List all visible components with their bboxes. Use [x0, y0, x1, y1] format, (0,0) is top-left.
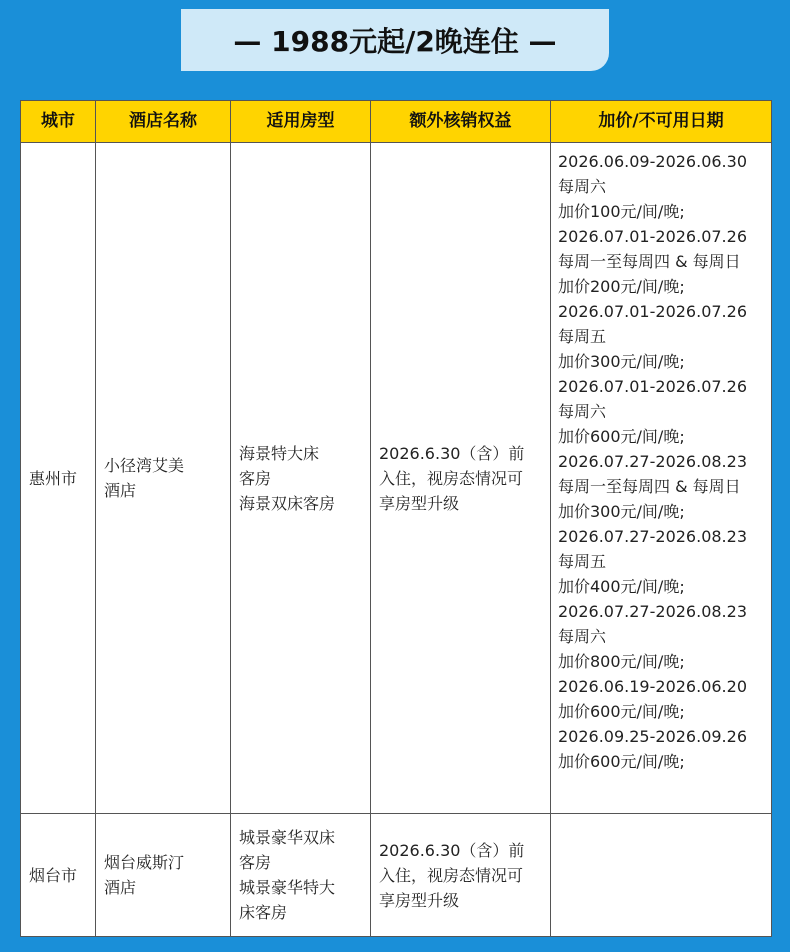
date-line: 每周六 [558, 627, 607, 646]
room-line: 海景特大床 [239, 443, 320, 463]
room-type-cell [231, 143, 371, 814]
hotel-line: 酒店 [104, 481, 137, 500]
header-hotel-name: 酒店名称 [96, 101, 231, 143]
date-line: 每周六 [558, 402, 607, 421]
date-line: 每周一至每周四 & 每周日 [558, 252, 741, 271]
benefit-cell [371, 814, 551, 937]
benefit-line: 入住，视房态情况可 [379, 468, 524, 488]
date-line: 每周五 [558, 327, 607, 346]
banner-title: — 1988元起/2晚连住 — [233, 25, 557, 58]
table-row [21, 814, 772, 937]
benefit-line: 2026.6.30（含）前 [379, 443, 525, 463]
hotel-line: 烟台威斯汀 [104, 853, 185, 872]
date-line: 加价300元/间/晚; [558, 352, 685, 371]
date-line: 2026.07.27-2026.08.23 [558, 527, 747, 546]
date-line: 2026.06.09-2026.06.30 [558, 152, 747, 171]
dates-cell-empty [551, 814, 772, 937]
hotel-table [20, 100, 772, 937]
date-line: 加价100元/间/晚; [558, 202, 685, 221]
room-line: 城景豪华双床 [239, 828, 336, 847]
city-cell: 烟台市 [21, 814, 96, 937]
date-line: 加价800元/间/晚; [558, 652, 685, 671]
room-line: 客房 [239, 468, 272, 488]
benefit-line: 2026.6.30（含）前 [379, 840, 525, 860]
room-line: 客房 [239, 853, 272, 872]
room-line: 城景豪华特大 [239, 878, 336, 897]
dates-cell [551, 143, 772, 814]
date-line: 加价400元/间/晚; [558, 577, 685, 596]
table-row [21, 143, 772, 814]
date-line: 每周六 [558, 177, 607, 196]
date-line: 每周五 [558, 552, 607, 571]
room-line: 海景双床客房 [239, 493, 336, 513]
benefit-line: 享房型升级 [379, 890, 460, 910]
hotel-line: 酒店 [104, 878, 137, 897]
date-line: 加价200元/间/晚; [558, 277, 685, 296]
hotel-cell [96, 143, 231, 814]
header-city: 城市 [21, 101, 96, 143]
header-surcharge-dates: 加价/不可用日期 [551, 101, 772, 143]
hotel-cell [96, 814, 231, 937]
date-line: 加价600元/间/晚; [558, 752, 685, 771]
date-line: 2026.09.25-2026.09.26 [558, 727, 747, 746]
date-line: 每周一至每周四 & 每周日 [558, 477, 741, 496]
room-line: 床客房 [239, 903, 288, 922]
header-row [21, 101, 772, 143]
benefit-line: 入住，视房态情况可 [379, 865, 524, 885]
date-line: 2026.06.19-2026.06.20 [558, 677, 747, 696]
header-extra-benefit: 额外核销权益 [371, 101, 551, 143]
room-type-cell [231, 814, 371, 937]
benefit-cell [371, 143, 551, 814]
date-line: 加价600元/间/晚; [558, 427, 685, 446]
date-line: 加价300元/间/晚; [558, 502, 685, 521]
city-cell: 惠州市 [21, 143, 96, 814]
benefit-line: 享房型升级 [379, 493, 460, 513]
date-line: 2026.07.27-2026.08.23 [558, 602, 747, 621]
date-line: 2026.07.01-2026.07.26 [558, 377, 747, 396]
title-banner [181, 9, 609, 71]
header-room-type: 适用房型 [231, 101, 371, 143]
date-line: 2026.07.01-2026.07.26 [558, 227, 747, 246]
date-line: 2026.07.27-2026.08.23 [558, 452, 747, 471]
hotel-line: 小径湾艾美 [104, 456, 185, 475]
date-line: 2026.07.01-2026.07.26 [558, 302, 747, 321]
date-line: 加价600元/间/晚; [558, 702, 685, 721]
